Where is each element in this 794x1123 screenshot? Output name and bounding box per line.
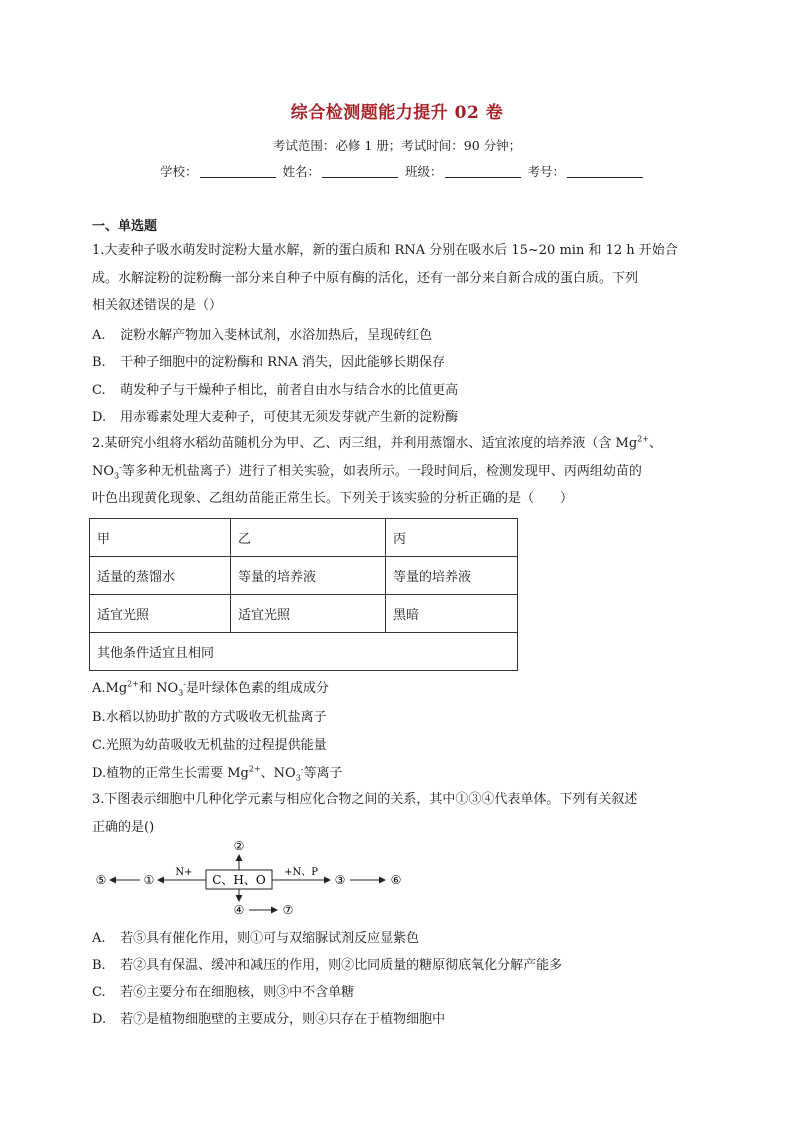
node-6: ⑥	[390, 873, 402, 887]
question-2-option-d[interactable]	[92, 762, 343, 781]
left-arrow-label: N+	[175, 867, 193, 878]
table-row	[90, 633, 518, 671]
school-field[interactable]	[200, 165, 276, 178]
superscript: -	[300, 764, 304, 774]
nitrate-text: NO	[92, 463, 115, 479]
option-text: 用赤霉素处理大麦种子，可使其无须发芽就产生新的淀粉酶	[120, 410, 459, 425]
subscript: 3	[178, 688, 184, 698]
table-row	[90, 519, 518, 557]
question-3-option-b[interactable]	[92, 954, 562, 973]
option-text: 干种子细胞中的淀粉酶和 RNA 消失，因此能够长期保存	[120, 355, 445, 370]
node-7: ⑦	[282, 903, 294, 917]
option-text: 若⑤具有催化作用，则①可与双缩脲试剂反应显紫色	[120, 931, 420, 946]
node-2: ②	[233, 839, 245, 853]
class-label: 班级：	[405, 164, 443, 179]
table-cell: 适宜光照	[231, 595, 386, 633]
class-field[interactable]	[445, 165, 521, 178]
option-label: A.	[92, 328, 106, 343]
school-label: 学校：	[160, 164, 198, 179]
table-cell: 适量的蒸馏水	[90, 557, 231, 595]
table-row	[90, 595, 518, 633]
question-2-line: 叶色出现黄化现象、乙组幼苗能正常生长。下列关于该实验的分析正确的是（ ）	[92, 491, 574, 506]
exam-scope: 考试范围：必修 1 册；考试时间：90 分钟；	[272, 138, 522, 153]
name-label: 姓名：	[282, 164, 321, 179]
subscript: 3	[114, 471, 120, 481]
superscript: -	[119, 462, 122, 472]
node-1: ①	[143, 873, 155, 887]
table-header-cell: 甲	[90, 519, 231, 557]
question-3-option-c[interactable]	[92, 981, 354, 1000]
option-text: 和 NO	[138, 681, 179, 696]
superscript: 2+	[637, 434, 649, 444]
number-label: 考号：	[527, 164, 566, 179]
table-header-cell: 丙	[386, 519, 518, 557]
superscript: -	[183, 679, 186, 689]
option-text: 是叶绿体色素的组成成分	[185, 681, 329, 696]
option-label: D.	[92, 1012, 107, 1027]
center-label: C、H、O	[212, 873, 266, 887]
right-arrow-label: +N、P	[284, 867, 318, 878]
superscript: 2+	[127, 679, 139, 689]
question-2-text: 等多种无机盐离子）进行了相关实验，如表所示。一段时间后，检测发现甲、丙两组幼苗的	[121, 463, 642, 479]
option-label: C.	[92, 985, 106, 1000]
option-label: A.	[92, 931, 106, 946]
question-1-line: 成。水解淀粉的淀粉酶一部分来自种子中原有酶的活化，还有一部分来自新合成的蛋白质。下列	[92, 270, 639, 286]
question-1-option-a[interactable]	[92, 324, 432, 343]
question-1-line: 相关叙述错误的是（）	[92, 298, 223, 313]
table-cell: 等量的培养液	[386, 557, 518, 595]
question-1-option-d[interactable]	[92, 406, 458, 425]
option-text: 若⑦是植物细胞壁的主要成分，则④只存在于植物细胞中	[120, 1012, 446, 1027]
node-3: ③	[334, 873, 346, 887]
question-3-stem	[92, 786, 704, 841]
option-label: D.	[92, 410, 107, 425]
table-cell: 适宜光照	[90, 595, 231, 633]
table-cell: 等量的培养液	[231, 557, 386, 595]
option-text: 若②具有保温、缓冲和减压的作用，则②比同质量的糖原彻底氧化分解产能多	[120, 958, 563, 973]
number-field[interactable]	[567, 165, 643, 178]
option-label: C.	[92, 383, 106, 398]
question-2-line	[92, 458, 704, 486]
question-2-option-b[interactable]: B.水稻以协助扩散的方式吸收无机盐离子	[92, 710, 327, 725]
question-2-option-c[interactable]: C.光照为幼苗吸收无机盐的过程提供能量	[92, 738, 327, 753]
question-1-stem	[92, 237, 704, 320]
question-2-text: 2.某研究小组将水稻幼苗随机分为甲、乙、丙三组，并利用蒸馏水、适宜浓度的培养液（含 Mg	[92, 436, 638, 451]
subscript: 3	[295, 773, 301, 783]
option-label: B.	[92, 355, 106, 370]
question-1-option-b[interactable]	[92, 351, 445, 370]
node-4: ④	[233, 903, 245, 917]
node-5: ⑤	[95, 873, 107, 887]
question-1-line: 1.大麦种子吸水萌发时淀粉大量水解，新的蛋白质和 RNA 分别在吸水后 15~20 min 和 12 h 开始合	[92, 243, 678, 258]
option-text: D.植物的正常生长需要 Mg	[92, 766, 249, 781]
table-row	[90, 557, 518, 595]
option-text: 、NO	[260, 766, 296, 781]
question-2-stem	[92, 430, 704, 513]
section-heading: 一、单选题	[92, 219, 158, 234]
superscript: 2+	[248, 764, 261, 774]
name-field[interactable]	[322, 165, 398, 178]
question-3-option-d[interactable]	[92, 1008, 445, 1027]
table-cell: 黑暗	[386, 595, 518, 633]
option-text: 萌发种子与干燥种子相比，前者自由水与结合水的比值更高	[120, 383, 459, 398]
question-3-line: 正确的是()	[92, 819, 155, 835]
table-header-cell: 乙	[231, 519, 386, 557]
question-2-line	[92, 430, 704, 458]
table-footer-cell: 其他条件适宜且相同	[90, 633, 518, 671]
question-3-line: 3.下图表示细胞中几种化学元素与相应化合物之间的关系，其中①③④代表单体。下列有关叙述	[92, 792, 638, 807]
question-1-option-c[interactable]	[92, 379, 458, 398]
question-2-option-a[interactable]	[92, 677, 329, 696]
option-text: 淀粉水解产物加入斐林试剂，水浴加热后，呈现砖红色	[120, 328, 433, 343]
element-compound-diagram	[92, 838, 432, 922]
question-2-text: 、	[648, 436, 662, 451]
option-text: A.Mg	[92, 681, 128, 696]
option-text: 等离子	[303, 766, 343, 781]
experiment-table	[89, 518, 518, 671]
option-label: B.	[92, 958, 106, 973]
option-text: 若⑥主要分布在细胞核，则③中不含单糖	[120, 985, 355, 1000]
student-info-row	[160, 162, 646, 180]
page-title: 综合检测题能力提升 02 卷	[290, 103, 504, 123]
question-3-option-a[interactable]	[92, 927, 419, 946]
